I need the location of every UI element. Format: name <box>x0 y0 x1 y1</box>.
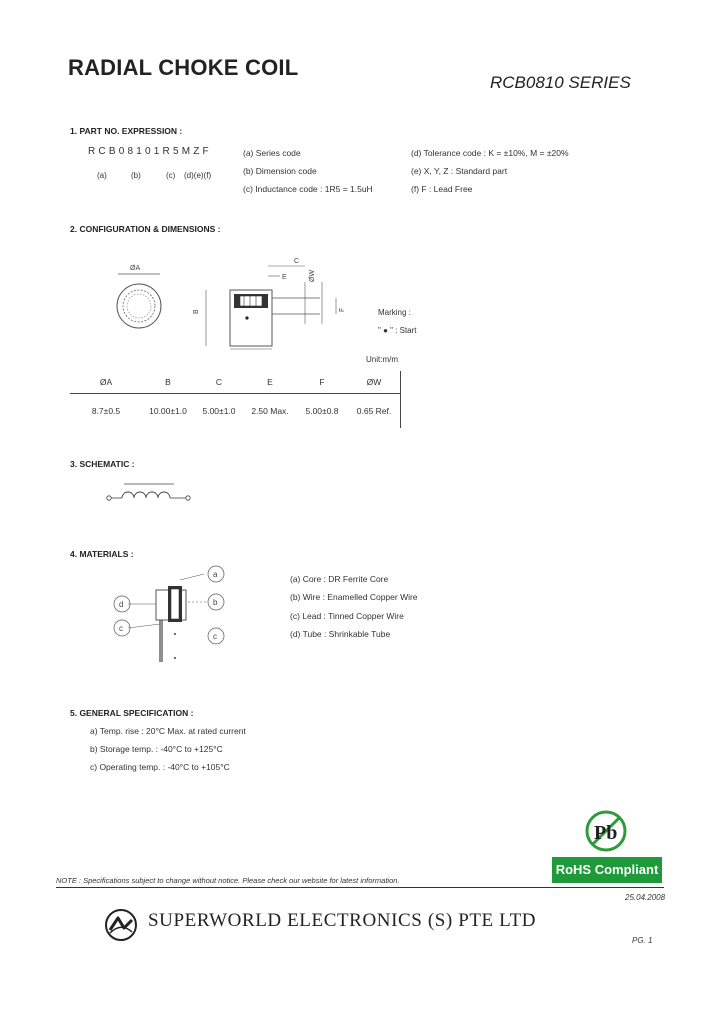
section-spec-heading: 5. GENERAL SPECIFICATION : <box>70 708 194 718</box>
part-label-a: (a) <box>97 171 107 180</box>
unit-label: Unit:m/m <box>366 355 398 364</box>
dim-label-b: B <box>193 309 200 314</box>
materials-drawing <box>106 562 236 672</box>
th-b: B <box>142 371 194 394</box>
th-w: ØW <box>348 371 401 394</box>
callout-b: b <box>213 598 218 607</box>
pb-text: Pb <box>594 822 618 844</box>
dim-label-c: C <box>294 258 300 265</box>
td-e: 2.50 Max. <box>251 406 289 416</box>
dim-label-w: ØW <box>309 269 316 282</box>
section-schematic-heading: 3. SCHEMATIC : <box>70 459 135 469</box>
th-f: F <box>296 371 348 394</box>
th-a: ØA <box>70 371 142 394</box>
dim-label-e: E <box>282 274 287 281</box>
desc-inductance-code: (c) Inductance code : 1R5 = 1.5uH <box>243 184 373 194</box>
page-number: PG. 1 <box>632 936 653 945</box>
spec-temp-rise: a) Temp. rise : 20°C Max. at rated current <box>90 726 246 736</box>
callout-a: a <box>213 570 218 579</box>
callout-c-right: c <box>213 632 217 641</box>
td-a: 8.7±0.5 <box>91 406 121 416</box>
part-label-c: (c) <box>166 171 176 180</box>
company-logo-icon <box>104 908 140 942</box>
marking-label: Marking : <box>378 308 411 317</box>
schematic-diagram <box>104 480 194 510</box>
material-wire: (b) Wire : Enamelled Copper Wire <box>290 592 418 602</box>
footer-note: NOTE : Specifications subject to change without notice. Please check our website for latest information. <box>56 876 400 885</box>
td-w: 0.65 Ref. <box>348 394 401 429</box>
table-header-row <box>70 371 401 394</box>
coil-top-view <box>117 274 161 328</box>
material-tube: (d) Tube : Shrinkable Tube <box>290 629 391 639</box>
material-lead: (c) Lead : Tinned Copper Wire <box>290 611 404 621</box>
spec-storage-temp: b) Storage temp. : -40°C to +125°C <box>90 744 223 754</box>
spec-operating-temp: c) Operating temp. : -40°C to +105°C <box>90 762 230 772</box>
dimension-drawing <box>100 252 360 362</box>
marking-start: " ● " : Start <box>378 326 417 335</box>
rohs-text: RoHS Compliant <box>555 862 659 877</box>
part-label-b: (b) <box>131 171 141 180</box>
desc-tolerance-code: (d) Tolerance code : K = ±10%, M = ±20% <box>411 148 569 158</box>
desc-series-code: (a) Series code <box>243 148 301 158</box>
td-b: 10.00±1.0 <box>149 406 187 416</box>
table-row <box>70 394 401 429</box>
section-materials-heading: 4. MATERIALS : <box>70 549 134 559</box>
part-label-def: (d)(e)(f) <box>184 171 212 180</box>
part-code: RCB08101R5MZF <box>88 146 212 157</box>
th-c: C <box>194 371 244 394</box>
document-title: RADIAL CHOKE COIL <box>68 55 299 80</box>
section-config-heading: 2. CONFIGURATION & DIMENSIONS : <box>70 224 221 234</box>
dimension-table <box>70 371 401 428</box>
desc-standard-part: (e) X, Y, Z : Standard part <box>411 166 508 176</box>
dim-label-a: ØA <box>130 265 141 272</box>
td-f: 5.00±0.8 <box>305 406 339 416</box>
callout-d: d <box>119 600 124 609</box>
series-name: RCB0810 SERIES <box>490 73 631 92</box>
rohs-badge <box>552 857 662 883</box>
footer-divider <box>56 887 664 888</box>
dim-label-f: F <box>339 307 346 312</box>
desc-dimension-code: (b) Dimension code <box>243 166 317 176</box>
td-c: 5.00±1.0 <box>202 406 236 416</box>
callout-c-left: c <box>119 624 123 633</box>
pb-free-icon <box>583 808 631 854</box>
footer-date: 25.04.2008 <box>625 893 666 902</box>
desc-lead-free: (f) F : Lead Free <box>411 184 473 194</box>
company-name: SUPERWORLD ELECTRONICS (S) PTE LTD <box>148 910 537 931</box>
coil-side-view <box>206 266 336 349</box>
th-e: E <box>244 371 296 394</box>
material-core: (a) Core : DR Ferrite Core <box>290 574 389 584</box>
section-part-no-heading: 1. PART NO. EXPRESSION : <box>70 126 183 136</box>
